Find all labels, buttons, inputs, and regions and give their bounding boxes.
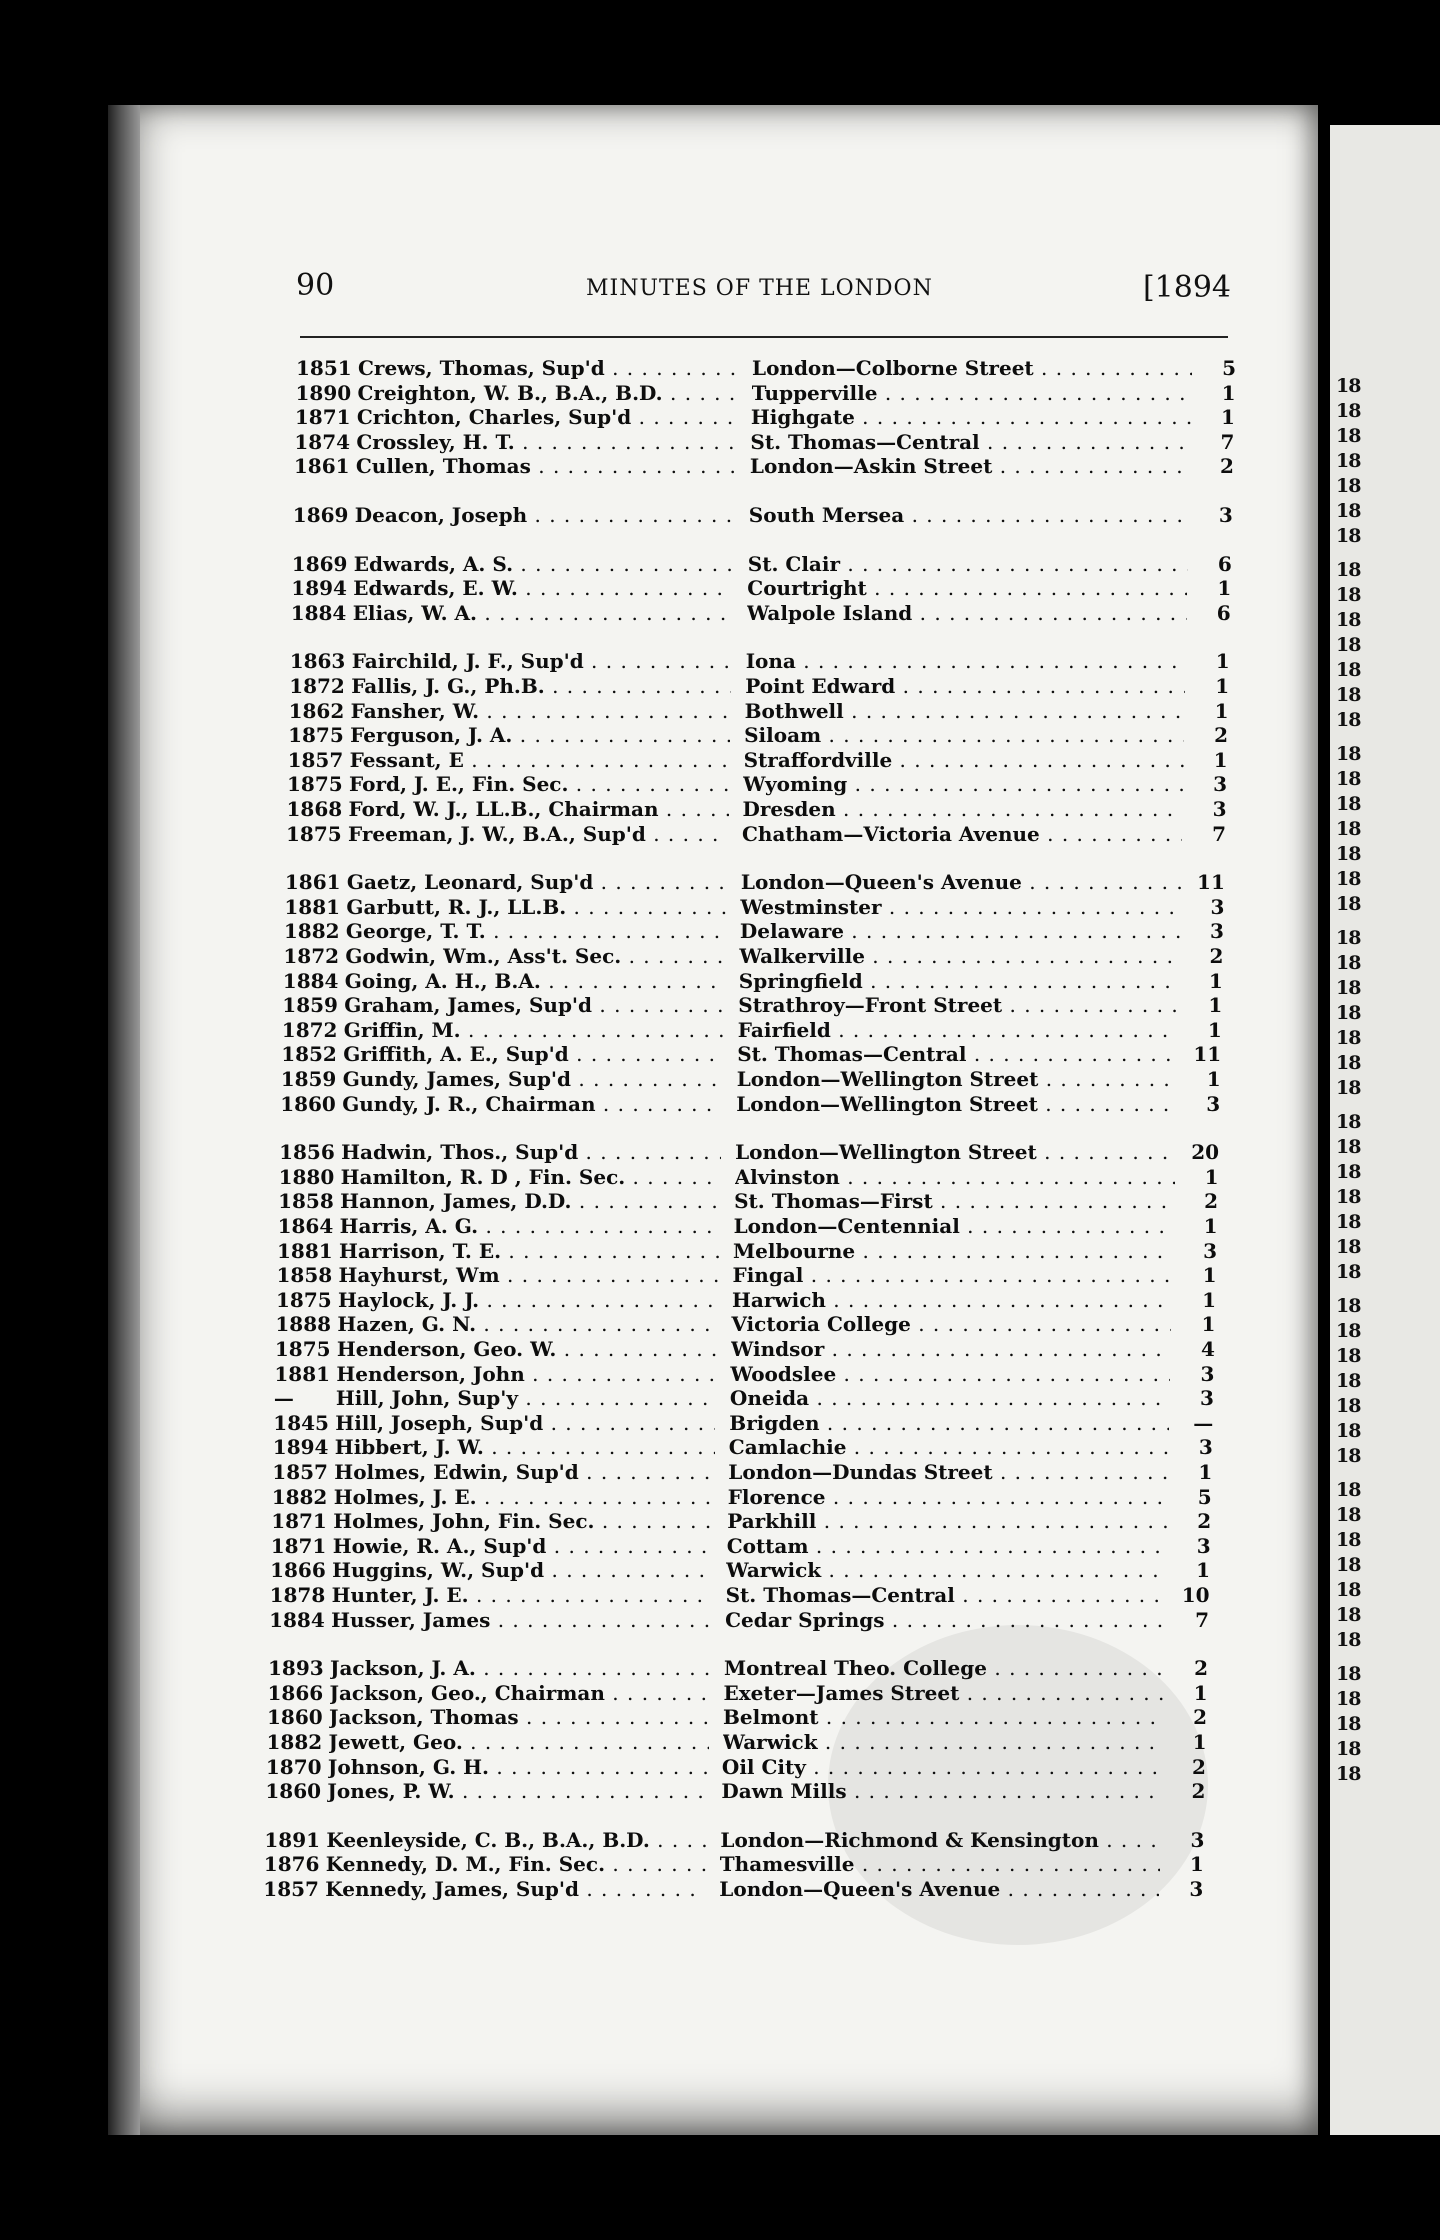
entry-circuit: Iona . . . [746,648,1186,674]
entry-years: 1 [1213,747,1228,772]
entry-years: 1 [1192,1730,1207,1754]
entry-years: 1 [1206,1067,1221,1091]
facing-page-year-fragment: 18 [1336,1420,1361,1442]
facing-page-year-fragment: 18 [1336,634,1361,656]
entry-name: Hill, Joseph, Sup'd . . . [335,1410,715,1436]
entry-name: Kennedy, James, Sup'd . . . [325,1876,705,1902]
entry-circuit: Woodslee . . . [730,1361,1170,1387]
entry-years: 1 [1203,1214,1218,1238]
page-number: 90 [296,268,335,303]
entry-circuit: Cedar Springs . . . [725,1607,1165,1633]
entry-years: 7 [1220,429,1235,454]
entry-name: Hannon, James, D.D. . . . [340,1188,720,1214]
entry-name: Hazen, G. N. . . . [337,1311,717,1337]
entry-year: 1851 [296,356,352,380]
entry-years: 1 [1217,576,1232,601]
entry-year: 1884 [290,600,347,625]
entry-circuit: Walpole Island . . . [747,600,1187,626]
facing-page-year-fragment: 18 [1336,1604,1361,1626]
entry-name: Jackson, Geo., Chairman . . . [330,1680,710,1706]
facing-page-year-fragment: 18 [1336,1370,1361,1392]
entry-years: — [1193,1410,1214,1435]
facing-page-year-fragment: 18 [1336,1504,1361,1526]
entry-year: 1872 [289,674,345,698]
facing-page-year-fragment: 18 [1336,1713,1361,1735]
entry-circuit: Wyoming . . . [743,771,1183,797]
facing-page-year-fragment: 18 [1336,659,1361,681]
entry-year: 1858 [278,1189,334,1214]
entry-name: Huggins, W., Sup'd . . . [332,1557,712,1583]
entry-name: Crews, Thomas, Sup'd . . . [358,355,738,381]
entry-years: 3 [1212,797,1227,821]
entry-year: 1882 [283,919,340,944]
entry-year: 1862 [288,698,345,723]
entry-year: 1860 [280,1091,336,1116]
entry-name: Edwards, E. W. . . . [353,575,733,601]
paper-stain [828,1625,1208,1945]
facing-page-year-fragment: 18 [1336,1529,1361,1551]
entry-circuit: St. Thomas—Central . . . [750,429,1190,455]
facing-page-year-fragment: 18 [1336,1211,1361,1233]
facing-page-year-fragment: 18 [1336,927,1361,949]
entry-year: 1888 [275,1312,332,1337]
entry-year: 1863 [289,649,346,674]
entry-years: 11 [1197,870,1225,895]
entry-years: 1 [1201,1312,1216,1337]
entry-circuit: Harwich . . . [732,1287,1172,1313]
entry-name: Freeman, J. W., B.A., Sup'd . . . [348,821,728,847]
entry-circuit: Springfield . . . [739,968,1179,994]
facing-page-year-fragment: 18 [1336,1445,1361,1467]
entry-years: 3 [1209,919,1224,944]
entry-name: Harris, A. G. . . . [340,1213,720,1239]
entry-years: 3 [1206,1091,1221,1116]
entry-year: 1875 [287,772,343,797]
entry-years: 1 [1207,1017,1222,1042]
entry-years: 7 [1195,1607,1210,1632]
entry-name: Gaetz, Leonard, Sup'd . . . [347,869,727,895]
facing-page-year-fragment: 18 [1336,450,1361,472]
entry-circuit: Exeter—James Street . . . [724,1680,1164,1706]
entry-years: 3 [1203,1238,1217,1263]
entry-year: 1890 [295,380,352,405]
entry-name: Crichton, Charles, Sup'd . . . [357,404,737,430]
entry-name: Gundy, J. R., Chairman . . . [342,1091,722,1117]
entry-circuit: London—Askin Street . . . [750,453,1190,479]
entry-years: 2 [1193,1705,1207,1730]
facing-page-year-fragment: 18 [1336,525,1361,547]
facing-page-year-fragment: 18 [1336,425,1361,447]
facing-page-year-fragment: 18 [1336,843,1361,865]
facing-page-year-fragment: 18 [1336,977,1361,999]
entry-name: Griffin, M. . . . [344,1017,724,1043]
entry-circuit: London—Dundas Street . . . [728,1459,1168,1485]
entry-years: 1 [1215,649,1230,674]
entry-year: 1859 [280,1067,337,1091]
entry-name: Deacon, Joseph . . . [355,502,735,528]
entry-name: George, T. T. . . . [346,918,726,944]
facing-page-year-fragment: 18 [1336,1111,1361,1133]
entry-year: 1884 [282,968,339,993]
entry-circuit: St. Thomas—Central . . . [726,1582,1166,1608]
entry-circuit: London—Queen's Avenue . . . [719,1876,1159,1902]
entry-years: 3 [1198,1435,1213,1460]
entry-years: 6 [1216,600,1231,625]
facing-page-year-fragment: 18 [1336,559,1361,581]
entry-circuit: London—Wellington Street . . . [735,1139,1175,1165]
facing-page-year-fragment: 18 [1336,1186,1361,1208]
entry-years: 2 [1204,1189,1219,1214]
entry-circuit: Walkerville . . . [739,943,1179,969]
entry-years: 1 [1189,1852,1204,1877]
entry-year: 1866 [267,1680,324,1705]
entry-year: 1884 [269,1607,325,1632]
facing-page-year-fragment: 18 [1336,1345,1361,1367]
entry-years: 2 [1209,944,1224,968]
facing-page-year-fragment: 18 [1336,1763,1361,1785]
facing-page-year-fragment: 18 [1336,1479,1361,1501]
entry-name: Harrison, T. E. . . . [339,1238,719,1264]
entry-year: 1878 [269,1583,326,1607]
entry-name: Going, A. H., B.A. . . . [345,968,725,994]
entry-years: 2 [1219,454,1234,479]
entry-years: 10 [1181,1583,1210,1607]
facing-page-year-fragment: 18 [1336,609,1361,631]
entry-name: Graham, James, Sup'd . . . [344,992,724,1018]
entry-years: 2 [1191,1754,1206,1779]
entry-circuit: Fairfield . . . [738,1017,1178,1043]
entry-circuit: St. Clair . . . [748,551,1188,577]
facing-page-year-fragment: 18 [1336,375,1361,397]
facing-page-year-fragment: 18 [1336,1395,1361,1417]
facing-page-year-fragment: 18 [1336,1161,1361,1183]
entry-circuit: Florence . . . [728,1484,1168,1510]
entry-name: Garbutt, R. J., LL.B. . . . [346,894,726,920]
entry-name: Crossley, H. T. . . . [356,429,736,455]
entry-year: 1882 [271,1484,328,1509]
entry-year: 1874 [294,429,351,454]
facing-page-year-fragment: 18 [1336,709,1361,731]
entry-name: Hamilton, R. D , Fin. Sec. . . . [341,1164,721,1190]
entry-name: Elias, W. A. . . . [353,600,733,626]
entry-circuit: South Mersea . . . [749,502,1189,528]
entry-years: 1 [1208,993,1223,1018]
entry-years: 2 [1214,723,1229,748]
entry-years: 1 [1220,405,1235,430]
entry-year: 1852 [281,1042,337,1067]
entry-year: 1876 [263,1852,320,1877]
facing-page-year-fragment: 18 [1336,1554,1361,1576]
entry-name: Henderson, John . . . [336,1361,716,1387]
entry-circuit: Belmont . . . [723,1704,1163,1730]
facing-page-year-fragment: 18 [1336,1136,1361,1158]
entry-circuit: Oneida . . . [730,1385,1170,1411]
entry-years: 6 [1217,551,1232,576]
entry-circuit: Strathroy—Front Street . . . [738,992,1178,1018]
entry-circuit: Fingal . . . [733,1262,1173,1288]
entry-year: 1881 [284,894,341,919]
entry-year: 1871 [294,405,351,430]
entry-circuit: London—Wellington Street . . . [737,1066,1177,1092]
facing-page-year-fragment: 18 [1336,1002,1361,1024]
facing-page-year-fragment: 18 [1336,818,1361,840]
entry-name: Jackson, Thomas . . . [329,1704,709,1730]
entry-years: 2 [1191,1779,1206,1804]
entry-years: 1 [1202,1263,1217,1288]
entry-years: 3 [1189,1877,1204,1901]
entry-year: 1845 [273,1410,329,1435]
facing-page-year-fragment: 18 [1336,952,1361,974]
entry-name: Hibbert, J. W. . . . [335,1434,715,1460]
entry-year: 1860 [265,1779,322,1804]
entry-year: 1857 [287,747,344,772]
entry-circuit: Victoria College . . . [731,1311,1171,1337]
entry-name: Kennedy, D. M., Fin. Sec. . . . [326,1851,706,1877]
entry-year: 1891 [264,1827,321,1852]
entry-year: 1857 [263,1877,319,1901]
entry-years: 3 [1190,1827,1205,1852]
facing-page-year-fragment: 18 [1336,1663,1361,1685]
entry-year: 1875 [286,821,342,846]
entry-circuit: Point Edward . . . [745,673,1185,699]
entry-years: 5 [1222,356,1236,380]
entry-circuit: London—Richmond & Kensington . . . [720,1827,1160,1853]
entry-circuit: London—Colborne Street . . . [752,355,1192,381]
entry-name: Holmes, J. E. . . . [334,1484,714,1510]
entry-circuit: Parkhill . . . [727,1508,1167,1534]
entry-name: Johnson, G. H. . . . [328,1754,708,1780]
facing-page-year-fragment: 18 [1336,1295,1361,1317]
entry-years: 3 [1196,1533,1211,1558]
entry-name: Fessant, E . . . [350,747,730,773]
facing-page-year-fragment: 18 [1336,1027,1361,1049]
entry-name: Hayhurst, Wm . . . [339,1262,719,1288]
entry-circuit: St. Thomas—First . . . [734,1188,1174,1214]
book-page [108,105,1318,2135]
facing-page-year-fragment: 18 [1336,1320,1361,1342]
entry-years: 1 [1215,674,1230,698]
facing-page-year-fragment: 18 [1336,475,1361,497]
entry-years: 1 [1198,1460,1213,1484]
entry-years: 1 [1202,1287,1216,1312]
entry-circuit: Warwick . . . [726,1557,1166,1583]
entry-year: 1875 [288,723,344,748]
entry-name: Ford, J. E., Fin. Sec. . . . [349,771,729,797]
entry-year: 1857 [272,1460,328,1484]
entry-years: 3 [1200,1361,1215,1386]
header-rule [300,336,1228,338]
entry-name: Hunter, J. E. . . . [332,1582,712,1608]
entry-name: Haylock, J. J. . . . [338,1287,718,1313]
entry-year: 1894 [291,576,347,601]
entry-circuit: Dawn Mills . . . [721,1778,1161,1804]
entry-name: Creighton, W. B., B.A., B.D. . . . [358,380,738,406]
entry-year: 1882 [266,1730,323,1754]
entry-circuit: Alvinston . . . [735,1164,1175,1190]
entry-year: 1872 [283,944,340,968]
entry-year: 1871 [271,1509,327,1534]
facing-page-year-fragment: 18 [1336,893,1361,915]
facing-page-edge [1330,125,1440,2135]
entry-name: Jones, P. W. . . . [327,1778,707,1804]
entry-year: 1859 [282,993,338,1018]
entry-year: 1861 [293,454,350,479]
entry-years: 2 [1197,1509,1212,1534]
entry-circuit: Windsor . . . [731,1336,1171,1362]
running-title: MINUTES OF THE LONDON [586,276,933,301]
entry-name: Griffith, A. E., Sup'd . . . [343,1041,723,1067]
facing-page-year-fragment: 18 [1336,584,1361,606]
entry-years: 3 [1218,503,1233,527]
entry-years: 5 [1197,1484,1212,1509]
facing-page-year-fragment: 18 [1336,793,1361,815]
entry-year: 1872 [281,1017,338,1042]
entry-name: Husser, James . . . [331,1607,711,1633]
facing-page-year-fragment: 18 [1336,400,1361,422]
facing-page-year-fragment: 18 [1336,1236,1361,1258]
entry-name: Gundy, James, Sup'd . . . [343,1066,723,1092]
entry-year: 1866 [270,1558,326,1583]
entry-circuit: Thamesville . . . [720,1851,1160,1877]
facing-page-year-fragment: 18 [1336,684,1361,706]
entry-years: 1 [1214,698,1229,723]
entry-circuit: Straffordville . . . [744,747,1184,773]
entry-year: 1869 [291,551,348,576]
entry-year: 1893 [268,1656,324,1681]
entry-year: 1894 [272,1435,329,1460]
entry-circuit: Brigden . . . [729,1410,1169,1436]
page-gutter-shadow [108,105,140,2135]
entry-year: — [273,1386,294,1411]
entry-circuit: Delaware . . . [740,918,1180,944]
facing-page-year-fragment: 18 [1336,1629,1361,1651]
facing-page-year-fragment: 18 [1336,868,1361,890]
entry-name: Edwards, A. S. . . . [354,551,734,577]
entry-circuit: Tupperville . . . [752,380,1192,406]
entry-year: 1864 [277,1214,334,1238]
entry-name: Jewett, Geo. . . . [329,1729,709,1755]
entry-circuit: Westminster . . . [740,894,1180,920]
facing-page-year-fragment: 18 [1336,1261,1361,1283]
entry-circuit: Siloam . . . [744,722,1184,748]
entry-name: Howie, R. A., Sup'd . . . [333,1533,713,1559]
entry-years: 1 [1221,380,1236,405]
entry-year: 1856 [279,1140,335,1165]
entry-years: 7 [1212,821,1226,846]
entry-circuit: St. Thomas—Central . . . [737,1041,1177,1067]
entry-circuit: Warwick . . . [723,1729,1163,1755]
entry-name: Holmes, Edwin, Sup'd . . . [334,1459,714,1485]
entry-name: Fallis, J. G., Ph.B. . . . [351,673,731,699]
entry-years: 4 [1200,1337,1215,1361]
entry-name: Hadwin, Thos., Sup'd . . . [341,1139,721,1165]
entry-year: 1875 [274,1337,331,1361]
entry-year: 1870 [265,1754,322,1779]
entry-years: 1 [1208,968,1223,993]
entry-year: 1868 [286,797,343,821]
entry-circuit: Cottam . . . [727,1533,1167,1559]
entry-year: 1860 [267,1705,323,1730]
entry-name: Ferguson, J. A. . . . [350,722,730,748]
entry-years: 1 [1196,1558,1211,1583]
entry-name: Keenleyside, C. B., B.A., B.D. . . . [326,1827,706,1853]
entry-circuit: Montreal Theo. College . . . [724,1655,1164,1681]
entry-name: Cullen, Thomas . . . [356,453,736,479]
entry-circuit: Bothwell . . . [745,698,1185,724]
entry-year: 1880 [278,1164,335,1189]
page-header [296,268,1231,308]
entry-name: Jackson, J. A. . . . [330,1655,710,1681]
entry-year: 1875 [276,1287,332,1312]
entry-name: Fansher, W. . . . [351,698,731,724]
entry-years: 2 [1194,1656,1208,1681]
entry-years: 1 [1204,1164,1219,1189]
entry-circuit: Chatham—Victoria Avenue . . . [742,821,1182,847]
entry-years: 3 [1213,772,1227,797]
entry-name: Godwin, Wm., Ass't. Sec. . . . [345,943,725,969]
running-year: [1894 [1142,270,1231,305]
entry-year: 1881 [277,1238,333,1263]
facing-page-year-fragment: 18 [1336,1579,1361,1601]
entry-circuit: Camlachie . . . [729,1434,1169,1460]
entry-name: Hill, John, Sup'y . . . [336,1385,716,1411]
entry-year: 1869 [292,503,349,527]
entry-circuit: Courtright . . . [747,575,1187,601]
facing-page-year-fragment: 18 [1336,500,1361,522]
entry-year: 1881 [274,1361,331,1386]
entry-year: 1871 [270,1533,327,1558]
facing-page-year-fragment: 18 [1336,1688,1361,1710]
facing-page-year-fragment: 18 [1336,1052,1361,1074]
entry-years: 3 [1210,894,1225,919]
entry-name: Holmes, John, Fin. Sec. . . . [333,1508,713,1534]
facing-page-year-fragment: 18 [1336,1077,1361,1099]
entry-circuit: London—Centennial . . . [734,1213,1174,1239]
entry-years: 20 [1191,1140,1220,1165]
facing-page-year-fragment: 18 [1336,1738,1361,1760]
facing-page-year-fragment: 18 [1336,743,1361,765]
facing-page-year-fragment: 18 [1336,768,1361,790]
entry-name: Ford, W. J., LL.B., Chairman . . . [349,796,729,822]
entry-circuit: Melbourne . . . [733,1238,1173,1264]
entry-years: 3 [1199,1386,1214,1411]
entry-years: 1 [1193,1680,1208,1705]
entry-circuit: London—Queen's Avenue . . . [741,869,1181,895]
entry-circuit: Highgate . . . [751,404,1191,430]
entry-circuit: London—Wellington Street . . . [736,1091,1176,1117]
entry-circuit: Oil City . . . [722,1754,1162,1780]
entry-circuit: Dresden . . . [743,796,1183,822]
entry-name: Fairchild, J. F., Sup'd . . . [352,648,732,674]
entry-year: 1858 [276,1263,333,1288]
entry-years: 11 [1193,1042,1222,1067]
entry-year: 1861 [284,870,341,895]
entry-name: Henderson, Geo. W. . . . [337,1336,717,1362]
